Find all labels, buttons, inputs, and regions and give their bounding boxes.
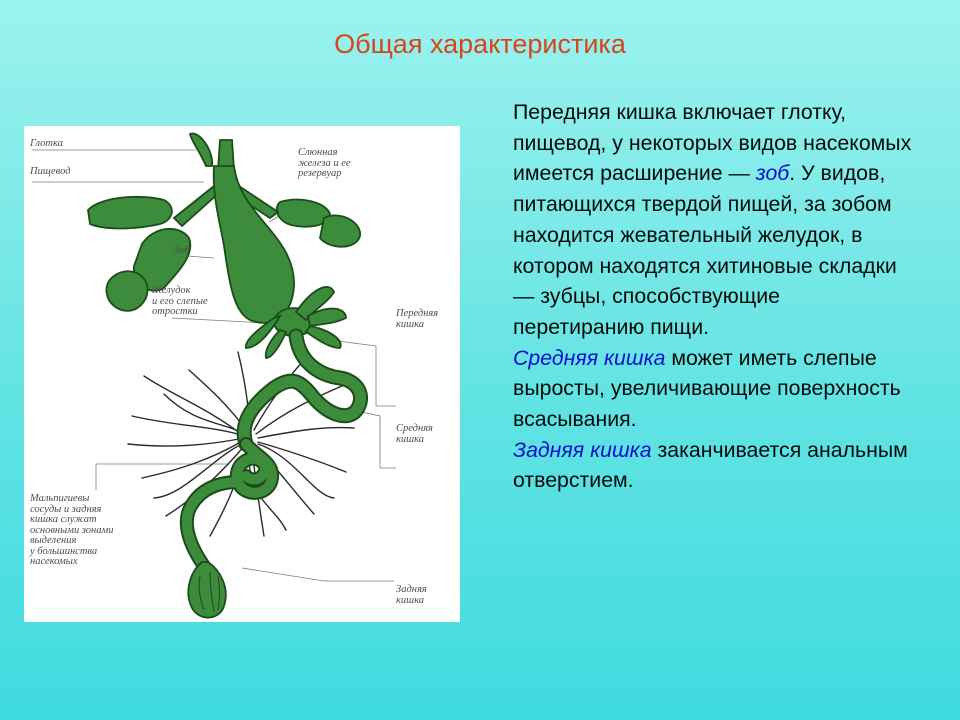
slide-title: Общая характеристика [334, 29, 626, 59]
tubule [258, 428, 354, 438]
leader-line [242, 568, 394, 581]
label-stomach: Желудок и его слепые отростки [152, 285, 208, 317]
tubule [132, 416, 244, 436]
salivary-reservoir-left [88, 197, 172, 229]
salivary-duct [174, 186, 220, 226]
label-foregut: Передняя кишка [396, 308, 439, 330]
term-hindgut: Задняя кишка [513, 437, 652, 462]
foregut-text: Передняя кишка включает глотку, пищевод, у некоторых видов насекомых имеется расширение — [513, 100, 912, 186]
label-pharynx: Глотка [30, 138, 63, 149]
paragraph-midgut [513, 343, 913, 435]
hindgut-text: заканчивается анальным отверстием. [513, 437, 908, 493]
rectum [188, 562, 225, 618]
label-salivary-gland: Слюнная железа и ее резервуар [298, 147, 351, 179]
paragraph-foregut [513, 97, 913, 343]
term-midgut: Средняя кишка [513, 345, 666, 370]
crop [214, 166, 294, 323]
gastric-caecum [306, 326, 341, 348]
salivary-reservoir-right [277, 200, 330, 227]
label-hindgut: Задняя кишка [396, 584, 427, 606]
tubule [189, 370, 246, 430]
midgut-text: может иметь слепые выросты, увеличивающие поверхность всасывания. [513, 345, 901, 432]
description-text [513, 97, 913, 496]
label-midgut: Средняя кишка [396, 423, 433, 445]
term-crop: зоб [755, 161, 790, 186]
label-esophagus: Пищевод [30, 166, 71, 177]
gastric-caecum [266, 330, 286, 358]
label-malpighian-tubules: Мальпигиевы сосуды и задняя кишка служат основными зонами выделения у большинства насекомых [30, 493, 114, 567]
foregut-text-continued: . У видов, питающихся твердой пищей, за зобом находится жевательный желудок, в котором находятся хитиновые складки — зубцы, способствующие перетиранию пищи. [513, 161, 897, 339]
tubule [128, 438, 244, 446]
salivary-gland-right [320, 215, 360, 246]
insect-gut-diagram [24, 126, 460, 622]
salivary-gland-left-lobe [106, 271, 147, 311]
label-crop: Зоб [174, 245, 190, 256]
paragraph-hindgut [513, 435, 913, 496]
